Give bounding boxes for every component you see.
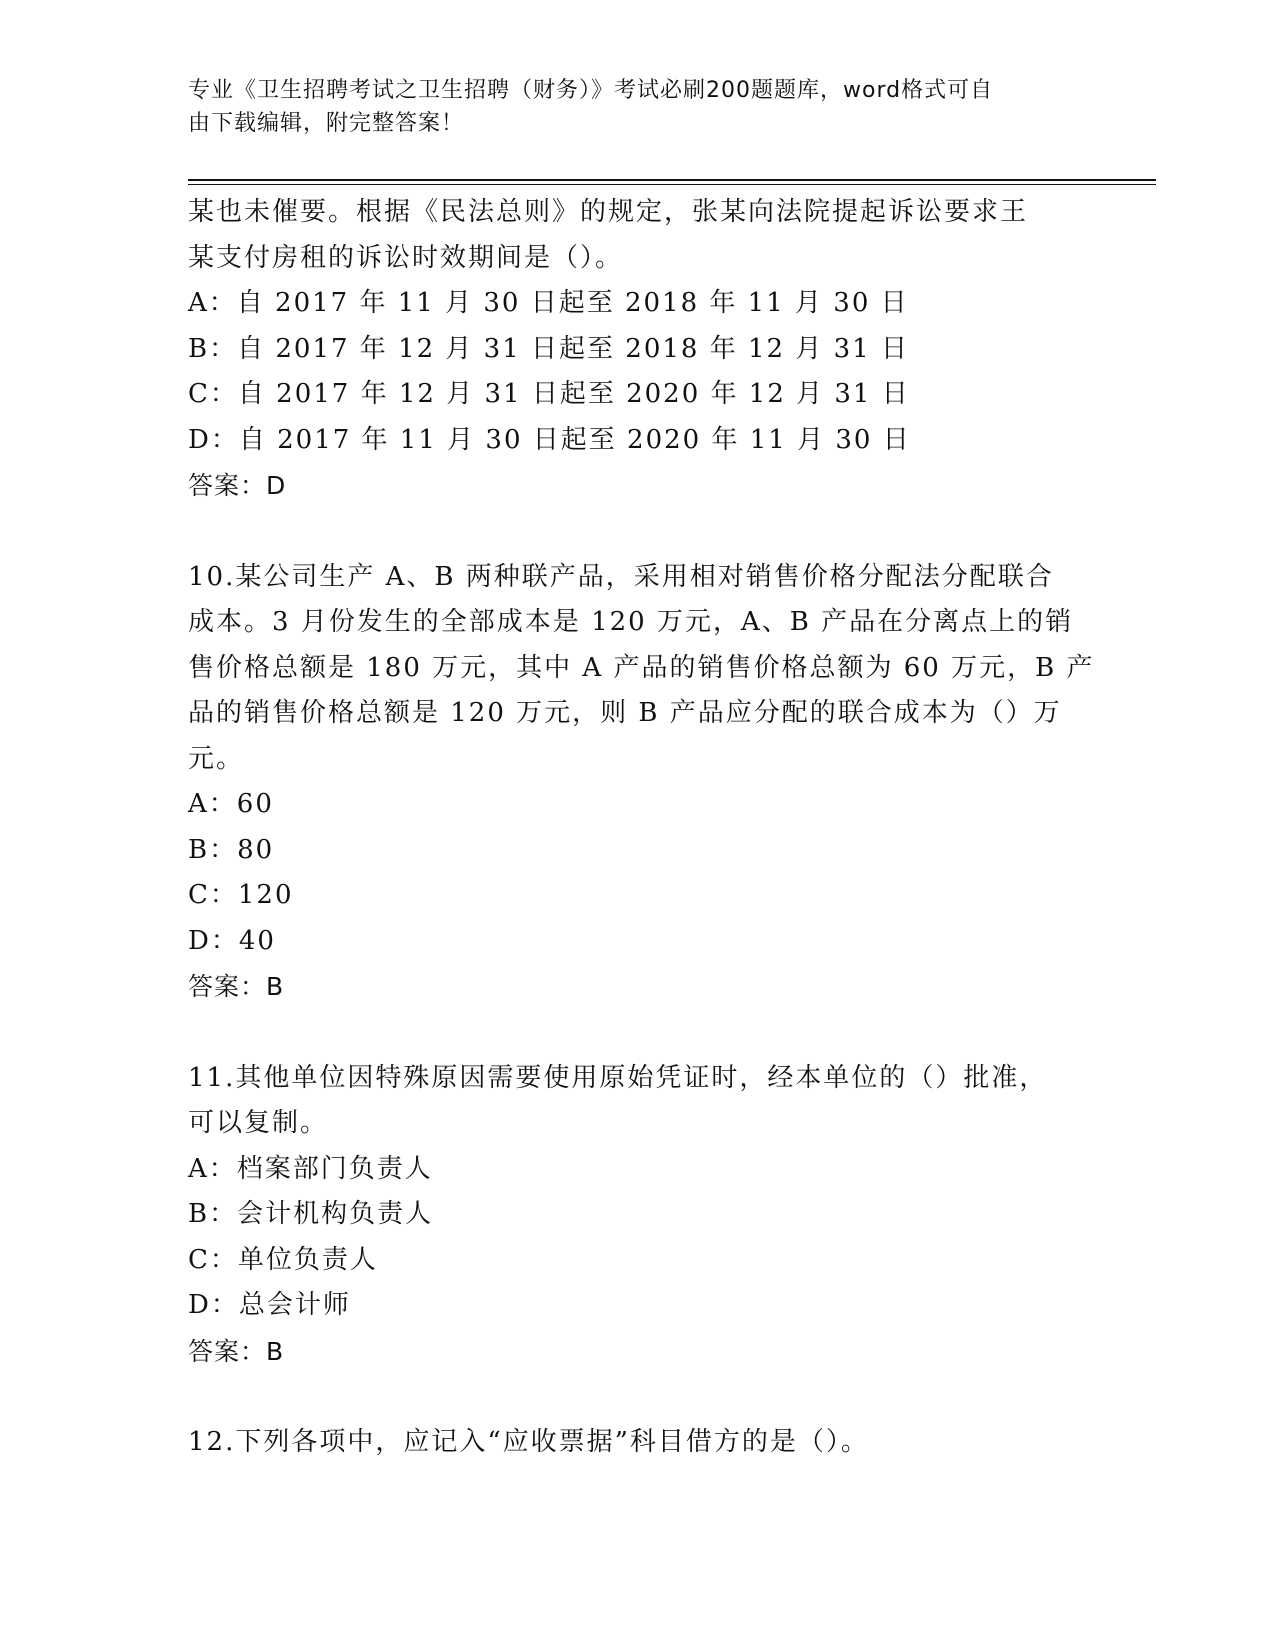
question-stem-line: 元。: [188, 743, 245, 774]
question-12: [188, 1420, 1068, 1466]
question-stem-line: 可以复制。: [188, 1108, 329, 1138]
question-9: [188, 190, 1068, 509]
question-stem-line: 11.其他单位因特殊原因需要使用原始凭证时，经本单位的（）批准，: [188, 1062, 1048, 1093]
answer-line: 答案：D: [188, 471, 287, 500]
question-10: [188, 555, 1095, 1010]
option-d: D：40: [188, 925, 276, 956]
option-b: B：80: [188, 834, 275, 865]
option-a: A：自 2017 年 11 月 30 日起至 2018 年 11 月 30 日: [188, 288, 909, 318]
option-a: A：档案部门负责人: [188, 1153, 433, 1184]
question-stem-line: 售价格总额是 180 万元，其中 A 产品的销售价格总额为 60 万元，B 产: [188, 652, 1095, 683]
answer-line: 答案：B: [188, 972, 285, 1001]
question-stem-line: 某支付房租的诉讼时效期间是（）。: [188, 242, 624, 273]
spacer: [188, 509, 1068, 555]
question-stem-line: 品的销售价格总额是 120 万元，则 B 产品应分配的联合成本为（）万: [188, 698, 1062, 728]
question-stem-line: 12.下列各项中，应记入“应收票据”科目借方的是（）。: [188, 1427, 869, 1457]
header-divider-thick: [188, 179, 1156, 181]
header-line-2: 由下载编辑，附完整答案！: [188, 111, 465, 136]
option-c: C：自 2017 年 12 月 31 日起至 2020 年 12 月 31 日: [188, 379, 910, 409]
header-line-1: 专业《卫生招聘考试之卫生招聘（财务）》考试必刷200题题库，word格式可自: [188, 78, 994, 103]
answer-line: 答案：B: [188, 1336, 285, 1366]
question-stem-line: 10.某公司生产 A、B 两种联产品，采用相对销售价格分配法分配联合: [188, 561, 1054, 592]
question-stem-line: 某也未催要。根据《民法总则》的规定，张某向法院提起诉讼要求王: [188, 197, 1029, 227]
option-b: B：自 2017 年 12 月 31 日起至 2018 年 12 月 31 日: [188, 333, 909, 364]
option-a: A：60: [188, 789, 274, 819]
document-body: [188, 190, 1095, 1466]
option-c: C：120: [188, 880, 294, 910]
option-d: D：自 2017 年 11 月 30 日起至 2020 年 11 月 30 日: [188, 424, 911, 455]
spacer: [188, 1374, 1068, 1420]
spacer: [188, 1010, 1068, 1056]
option-b: B：会计机构负责人: [188, 1199, 434, 1229]
option-c: C：单位负责人: [188, 1244, 378, 1275]
option-d: D：总会计师: [188, 1290, 351, 1320]
question-11: [188, 1056, 1068, 1375]
question-stem-line: 成本。3 月份发生的全部成本是 120 万元，A、B 产品在分离点上的销: [188, 607, 1074, 637]
header-divider-thin: [188, 184, 1156, 185]
document-header: [188, 74, 1068, 140]
